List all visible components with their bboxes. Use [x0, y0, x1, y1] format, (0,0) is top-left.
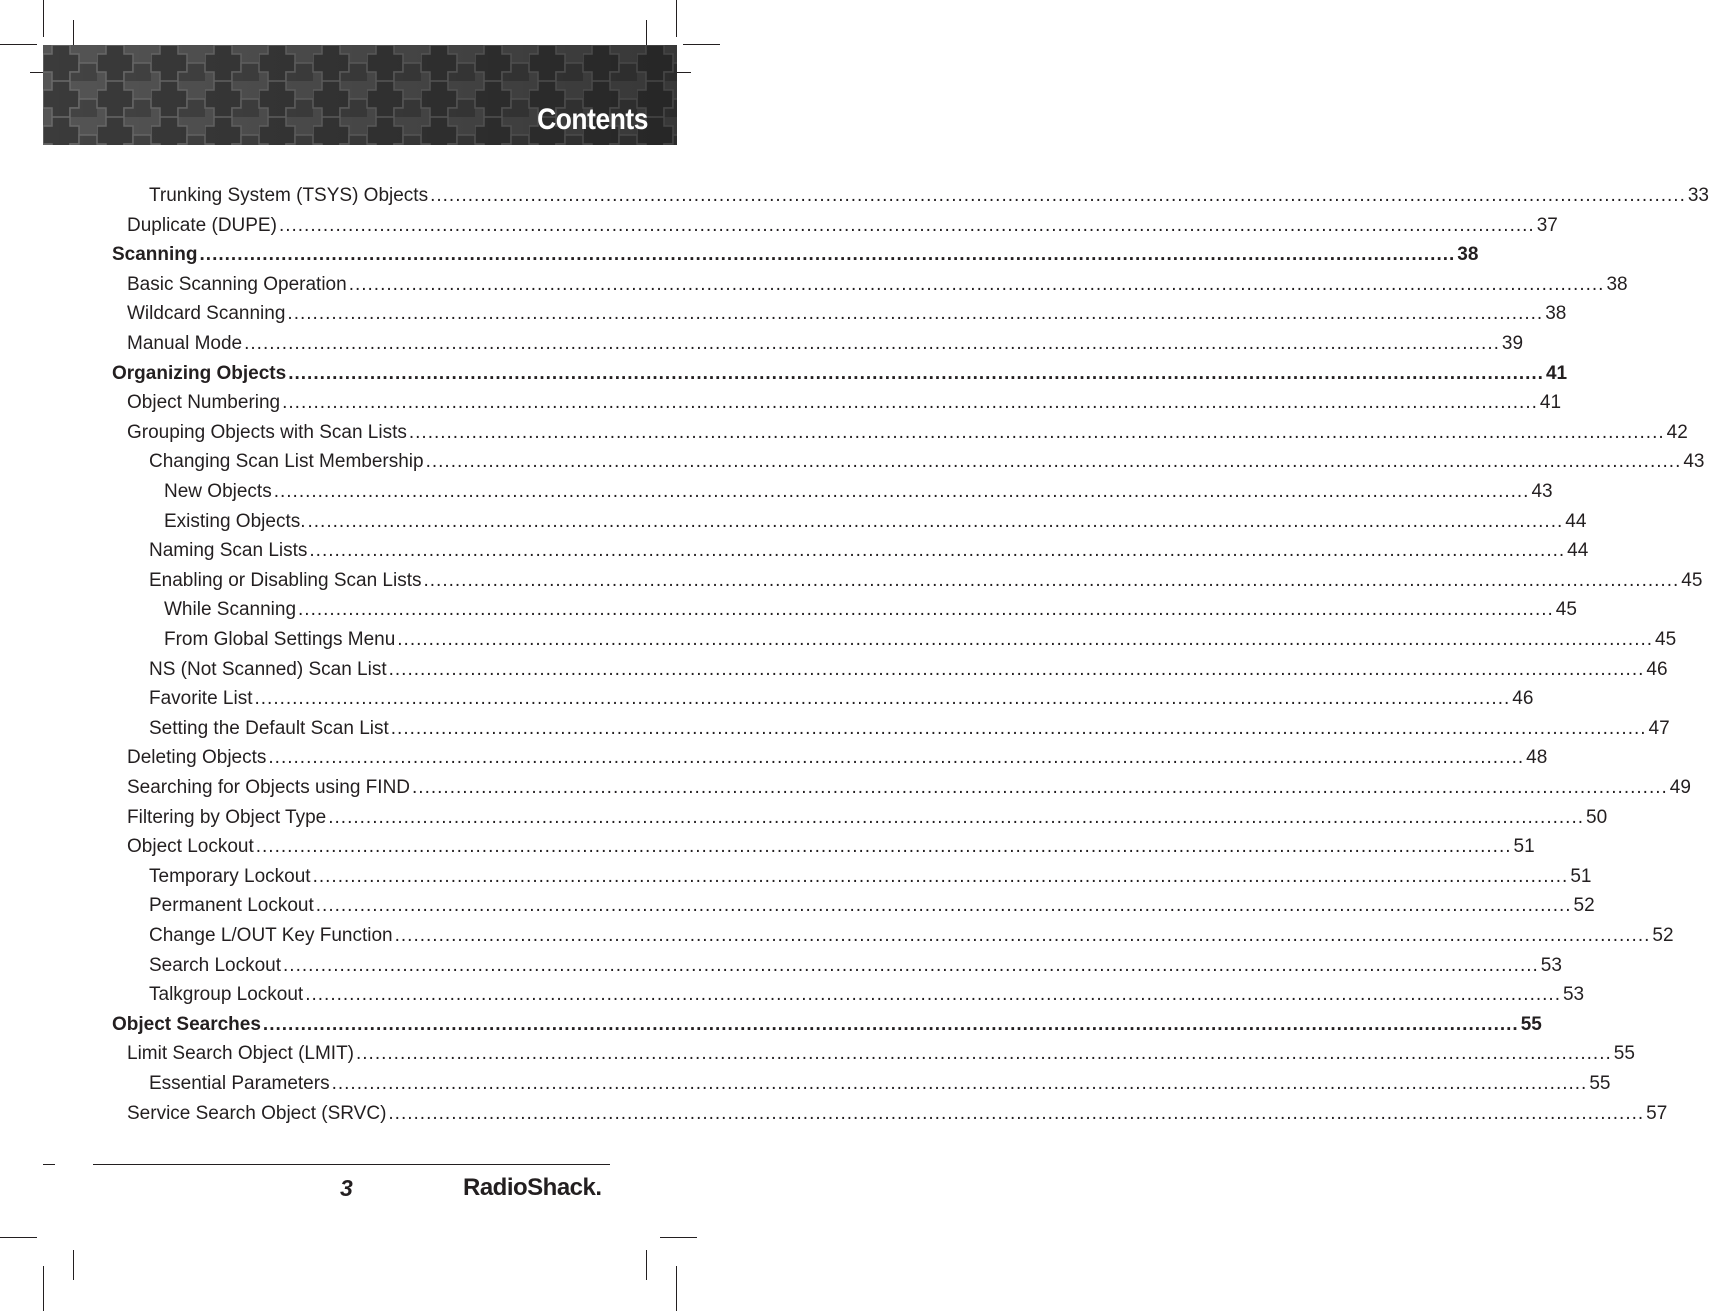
toc-entry-title: Duplicate (DUPE): [127, 214, 277, 236]
toc-dot-leader: ........................................................................................................................................................................................................: [244, 333, 1500, 354]
toc-entry-title: Scanning: [112, 244, 198, 266]
toc-dot-leader: ........................................................................................................................................................................................................: [412, 777, 1668, 798]
toc-dot-leader: ........................................................................................................................................................................................................: [255, 836, 1512, 858]
toc-entry[interactable]: [127, 799, 1608, 829]
toc-entry-page: 33: [1687, 185, 1709, 206]
toc-entry-page: 43: [1683, 451, 1705, 473]
toc-entry-title: Object Numbering: [127, 392, 281, 414]
toc-entry-title: Changing Scan List Membership: [149, 451, 424, 473]
toc-dot-leader: ........................................................................................................................................................................................................: [262, 1013, 1519, 1035]
toc-entry-page: 53: [1562, 984, 1585, 1006]
toc-entry[interactable]: [164, 591, 1577, 621]
toc-entry-title: Change L/OUT Key Function: [149, 925, 393, 946]
registration-mark: [646, 1250, 647, 1280]
toc-dot-leader: ........................................................................................................................................................................................................: [283, 954, 1539, 976]
toc-entry[interactable]: [149, 887, 1595, 917]
crop-mark: [676, 0, 677, 37]
toc-entry-page: 51: [1513, 836, 1535, 858]
toc-entry-title: Object Lockout: [127, 836, 254, 858]
registration-mark: [73, 1250, 74, 1280]
toc-dot-leader: ........................................................................................................................................................................................................: [356, 1043, 1612, 1065]
toc-entry-page: 39: [1501, 333, 1524, 354]
toc-entry-page: 49: [1669, 777, 1691, 798]
toc-entry-page: 44: [1565, 510, 1587, 532]
toc-dot-leader: ........................................................................................................................................................................................................: [315, 895, 1572, 917]
toc-entry[interactable]: [127, 414, 1688, 444]
toc-entry-title: Temporary Lockout: [149, 865, 311, 887]
toc-entry-title: Basic Scanning Operation: [127, 273, 347, 295]
toc-entry[interactable]: [149, 651, 1668, 681]
toc-dot-leader: ........................................................................................................................................................................................................: [312, 865, 1569, 887]
toc-entry-title: Enabling or Disabling Scan Lists: [149, 569, 422, 591]
toc-entry[interactable]: [112, 236, 1479, 266]
toc-entry[interactable]: [164, 503, 1587, 533]
toc-entry-page: 42: [1666, 421, 1688, 443]
toc-entry-title: Trunking System (TSYS) Objects: [149, 185, 429, 206]
toc-entry-page: 46: [1646, 658, 1668, 680]
toc-entry[interactable]: [149, 562, 1703, 592]
toc-entry-page: 46: [1512, 688, 1534, 710]
toc-entry-page: 38: [1545, 303, 1567, 325]
toc-entry-title: From Global Settings Menu: [164, 629, 396, 650]
toc-dot-leader: ........................................................................................................................................................................................................: [408, 421, 1665, 443]
toc-entry-title: Deleting Objects: [127, 747, 267, 769]
toc-entry-page: 41: [1539, 392, 1562, 414]
toc-entry-title: Searching for Objects using FIND: [127, 777, 411, 798]
toc-entry[interactable]: [127, 1035, 1635, 1065]
toc-entry[interactable]: [149, 858, 1592, 888]
toc-dot-leader: ........................................................................................................................................................................................................: [287, 303, 1544, 325]
crop-mark: [0, 44, 37, 45]
toc-entry-page: 37: [1536, 214, 1558, 236]
toc-entry-title: New Objects: [164, 481, 272, 502]
toc-dot-leader: ........................................................................................................................................................................................................: [309, 540, 1566, 562]
page-title: Contents: [537, 103, 648, 136]
toc-entry-title: Talkgroup Lockout: [149, 984, 304, 1006]
toc-entry-page: 38: [1606, 273, 1628, 295]
toc-entry[interactable]: [149, 532, 1589, 562]
toc-entry-title: NS (Not Scanned) Scan List: [149, 658, 387, 680]
toc-entry-page: 50: [1586, 806, 1608, 828]
footer-rule: [93, 1164, 610, 1165]
toc-dot-leader: ........................................................................................................................................................................................................: [328, 806, 1585, 828]
toc-entry-page: 45: [1555, 599, 1577, 621]
toc-dot-leader: ........................................................................................................................................................................................................: [305, 984, 1561, 1006]
toc-entry[interactable]: [149, 976, 1585, 1006]
toc-entry-title: Service Search Object (SRVC): [127, 1102, 387, 1124]
toc-entry-page: 41: [1545, 362, 1568, 384]
toc-entry-page: 47: [1648, 717, 1670, 739]
toc-entry-title: Favorite List: [149, 688, 253, 710]
crop-mark: [683, 44, 720, 45]
toc-entry-page: 55: [1589, 1073, 1611, 1094]
toc-entry-title: While Scanning: [164, 599, 297, 621]
toc-entry[interactable]: [127, 384, 1562, 414]
toc-entry[interactable]: [149, 917, 1674, 947]
toc-entry-title: Grouping Objects with Scan Lists: [127, 421, 407, 443]
toc-entry-page: 43: [1531, 481, 1553, 502]
toc-entry[interactable]: [127, 739, 1548, 769]
toc-dot-leader: ........................................................................................................................................................................................................: [388, 1102, 1645, 1124]
crop-mark: [660, 1237, 697, 1238]
toc-entry-title: Search Lockout: [149, 954, 282, 976]
toc-entry[interactable]: [112, 355, 1568, 385]
toc-dot-leader: ........................................................................................................................................................................................................: [199, 244, 1456, 266]
page-number: 3: [340, 1175, 353, 1201]
toc-entry-title: Limit Search Object (LMIT): [127, 1043, 354, 1065]
toc-entry[interactable]: [127, 207, 1558, 237]
toc-entry[interactable]: [164, 473, 1553, 503]
toc-entry[interactable]: [149, 177, 1709, 207]
toc-entry-page: 57: [1646, 1102, 1668, 1124]
toc-entry-title: Setting the Default Scan List: [149, 717, 389, 739]
toc-entry-page: 48: [1526, 747, 1548, 769]
crop-mark: [43, 1266, 44, 1311]
toc-entry-page: 55: [1520, 1013, 1542, 1035]
toc-entry-title: Organizing Objects: [112, 362, 287, 384]
toc-entry-page: 52: [1652, 925, 1674, 946]
toc-entry[interactable]: [149, 1065, 1611, 1095]
toc-dot-leader: ........................................................................................................................................................................................................: [348, 273, 1605, 295]
toc-entry-title: Essential Parameters: [149, 1073, 330, 1094]
toc-dot-leader: ........................................................................................................................................................................................................: [397, 629, 1654, 650]
toc-dot-leader: ........................................................................................................................................................................................................: [273, 481, 1530, 502]
toc-dot-leader: ........................................................................................................................................................................................................: [423, 569, 1680, 591]
toc-entry-title: Object Searches: [112, 1013, 261, 1035]
toc-entry[interactable]: [149, 680, 1534, 710]
toc-entry[interactable]: [149, 443, 1705, 473]
toc-entry[interactable]: [127, 325, 1524, 355]
toc-entry[interactable]: [127, 828, 1535, 858]
toc-entry[interactable]: [112, 1006, 1542, 1036]
toc-entry-title: Naming Scan Lists: [149, 540, 308, 562]
toc-entry-title: Manual Mode: [127, 333, 243, 354]
toc-dot-leader: ........................................................................................................................................................................................................: [307, 510, 1564, 532]
toc-entry-page: 45: [1681, 569, 1703, 591]
toc-entry-title: Permanent Lockout: [149, 895, 314, 917]
toc-entry-page: 55: [1613, 1043, 1635, 1065]
toc-dot-leader: ........................................................................................................................................................................................................: [390, 717, 1647, 739]
toc-entry-title: Wildcard Scanning: [127, 303, 286, 325]
toc-entry[interactable]: [149, 710, 1670, 740]
toc-entry-page: 53: [1540, 954, 1562, 976]
toc-entry-title: Existing Objects.: [164, 510, 306, 532]
toc-entry-page: 45: [1655, 629, 1677, 650]
toc-entry[interactable]: [127, 769, 1691, 799]
toc-entry-page: 44: [1567, 540, 1589, 562]
toc-dot-leader: ........................................................................................................................................................................................................: [282, 392, 1538, 414]
toc-dot-leader: ........................................................................................................................................................................................................: [278, 214, 1535, 236]
crop-mark: [43, 0, 44, 37]
toc-entry[interactable]: [149, 947, 1562, 977]
toc-dot-leader: ........................................................................................................................................................................................................: [268, 747, 1525, 769]
toc-dot-leader: ........................................................................................................................................................................................................: [331, 1073, 1588, 1094]
toc-entry-page: 52: [1573, 895, 1595, 917]
toc-dot-leader: ........................................................................................................................................................................................................: [425, 451, 1682, 473]
toc-entry-page: 38: [1457, 244, 1479, 266]
footer-rule-short: [43, 1164, 55, 1165]
crop-mark: [676, 1266, 677, 1311]
toc-entry[interactable]: [127, 1095, 1668, 1125]
toc-dot-leader: ........................................................................................................................................................................................................: [394, 925, 1651, 946]
toc-dot-leader: ........................................................................................................................................................................................................: [430, 185, 1686, 206]
toc-dot-leader: ........................................................................................................................................................................................................: [288, 362, 1544, 384]
toc-dot-leader: ........................................................................................................................................................................................................: [254, 688, 1511, 710]
crop-mark: [0, 1237, 37, 1238]
toc-entry[interactable]: [127, 266, 1628, 296]
toc-entry-title: Filtering by Object Type: [127, 806, 327, 828]
brand-logo: RadioShack.: [463, 1174, 602, 1201]
toc-entry-page: 51: [1570, 865, 1592, 887]
toc-entry[interactable]: [164, 621, 1677, 651]
toc-dot-leader: ........................................................................................................................................................................................................: [388, 658, 1645, 680]
toc-entry[interactable]: [127, 295, 1567, 325]
toc-dot-leader: ........................................................................................................................................................................................................: [298, 599, 1554, 621]
